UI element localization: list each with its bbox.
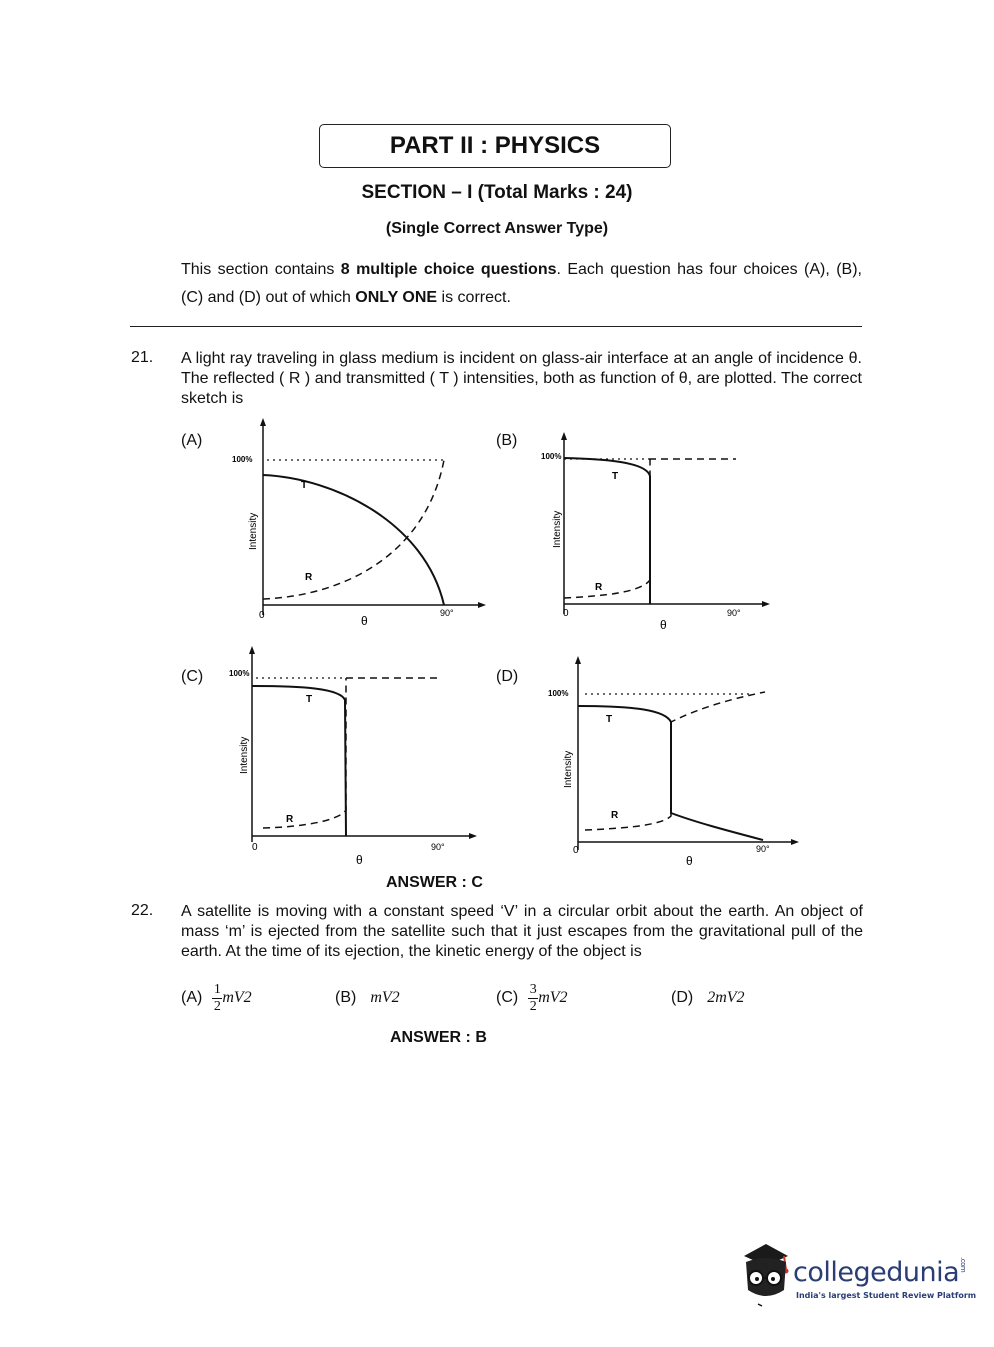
origin-label: 0: [563, 608, 569, 619]
exponent: 2: [736, 989, 745, 1006]
x-axis-label: θ: [361, 614, 368, 628]
intro-text-3: is correct.: [437, 289, 511, 306]
question-number: 22.: [131, 902, 154, 919]
t-label: T: [301, 480, 308, 491]
expression: mV: [222, 989, 244, 1006]
transmitted-curve: [263, 475, 444, 605]
y-axis-label: Intensity: [239, 736, 250, 774]
expression: 2mV: [707, 989, 737, 1006]
origin-label: 0: [259, 610, 265, 621]
intro-bold-1: 8 multiple choice questions: [340, 261, 557, 278]
intro-text-1: This section contains: [181, 261, 341, 278]
y-top-label: 100%: [232, 455, 253, 464]
t-label: T: [612, 471, 619, 482]
option-label-c: (C): [181, 668, 204, 685]
option-label: (A): [181, 989, 203, 1006]
y-axis-label: Intensity: [248, 512, 259, 550]
answer-type: (Single Correct Answer Type): [385, 220, 609, 237]
x-end-label: 90°: [440, 608, 454, 618]
t-label: T: [606, 714, 613, 725]
x-end-label: 90°: [756, 844, 770, 854]
expression: mV: [370, 989, 392, 1006]
x-axis-label: θ: [356, 853, 363, 867]
question-text: A light ray traveling in glass medium is incident on glass-air interface at an angle of incidence θ. The reflected ( R ) and transmitted ( T ) intensities, both as function of θ, are plotted. The correct sketch is: [181, 350, 862, 407]
reflected-curve: [263, 678, 346, 828]
option-a: [181, 978, 252, 1018]
y-top-label: 100%: [229, 669, 250, 678]
r-label: R: [611, 810, 619, 821]
exponent: 2: [391, 989, 400, 1006]
graph-d: [545, 650, 805, 872]
option-label: (C): [496, 989, 519, 1006]
y-axis-arrow: [575, 656, 581, 664]
option-label-d: (D): [496, 668, 519, 685]
intro-text-2: . Each question has four choices (A), (B), (C) and (D) out of which: [181, 261, 862, 306]
option-d: [671, 978, 745, 1018]
section-instructions: [181, 256, 862, 312]
r-label: R: [305, 572, 313, 583]
intro-bold-2: ONLY ONE: [355, 289, 438, 306]
question-text: A satellite is moving with a constant speed ‘V’ in a circular orbit about the earth. An object of mass ‘m’ is ejected from the satellite such that it just escapes from the gravitational pull of the earth. At the time of its ejection, the kinetic energy of the object is: [181, 903, 863, 960]
graph-c: [225, 642, 490, 870]
x-end-label: 90°: [431, 842, 445, 852]
origin-label: 0: [573, 845, 579, 856]
y-axis-arrow: [260, 418, 266, 426]
x-axis-label: θ: [686, 854, 693, 868]
numerator: 3: [529, 981, 537, 997]
r-label: R: [286, 814, 294, 825]
option-label: (D): [671, 989, 694, 1006]
y-top-label: 100%: [541, 452, 562, 461]
section-title: SECTION – I (Total Marks : 24): [361, 182, 633, 203]
question-number: 21.: [131, 349, 154, 366]
option-label: (B): [335, 989, 357, 1006]
y-axis-arrow: [249, 646, 255, 654]
brand-tagline: India's largest Student Review Platform: [796, 1291, 977, 1300]
mascot-logo: [736, 1240, 794, 1312]
brand-suffix: .com: [959, 1257, 968, 1273]
fraction: [212, 983, 222, 1014]
part-title: PART II : PHYSICS: [319, 124, 671, 168]
transmitted-curve: [578, 706, 763, 840]
x-axis-arrow: [478, 602, 486, 608]
reflected-curve: [564, 459, 650, 598]
y-top-label: 100%: [548, 689, 569, 698]
denominator: 2: [529, 998, 537, 1014]
fraction: [528, 983, 538, 1014]
option-label-b: (B): [496, 432, 518, 449]
answer-q21: ANSWER : C: [386, 874, 483, 891]
transmitted-curve: [564, 458, 650, 604]
answer-q22: ANSWER : B: [390, 1029, 487, 1046]
x-axis-arrow: [762, 601, 770, 607]
option-c: [496, 978, 568, 1018]
transmitted-curve: [252, 686, 346, 836]
x-axis-label: θ: [660, 618, 667, 632]
brand-name: [793, 1257, 967, 1288]
origin-label: 0: [252, 842, 258, 853]
x-axis-arrow: [791, 839, 799, 845]
r-label: R: [595, 582, 603, 593]
y-axis-label: Intensity: [552, 510, 563, 548]
denominator: 2: [213, 998, 221, 1014]
exponent: 2: [243, 989, 252, 1006]
option-b: [335, 978, 400, 1018]
expression: mV: [538, 989, 560, 1006]
t-label: T: [306, 694, 313, 705]
y-axis-arrow: [561, 432, 567, 440]
numerator: 1: [213, 981, 221, 997]
exponent: 2: [559, 989, 568, 1006]
y-axis-label: Intensity: [563, 750, 574, 788]
reflected-curve: [263, 460, 444, 599]
brand-name-text: collegedunia: [793, 1257, 960, 1288]
graph-b: [536, 428, 776, 638]
x-end-label: 90°: [727, 608, 741, 618]
option-label-a: (A): [181, 432, 203, 449]
x-axis-arrow: [469, 833, 477, 839]
divider: [130, 326, 862, 327]
graph-a: [220, 418, 495, 633]
